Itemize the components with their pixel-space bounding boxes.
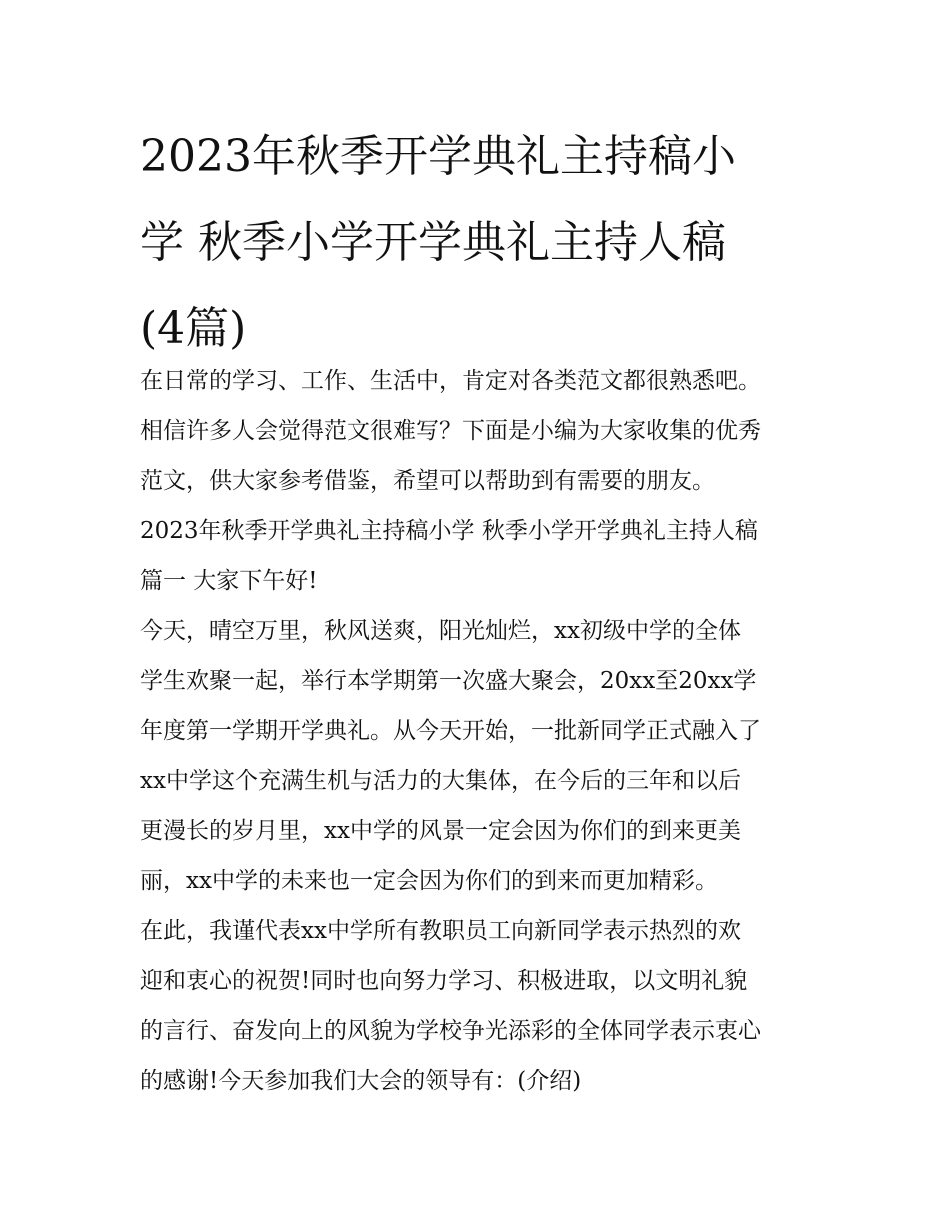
title-line-2: 学 秋季小学开学典礼主持人稿 [140,217,726,268]
body-line-11: 丽，xx中学的未来也一定会因为你们的到来而更加精彩。 [140,868,718,894]
body-line-1: 在日常的学习、工作、生活中，肯定对各类范文都很熟悉吧。 [140,368,761,394]
body-line-5: 篇一 大家下午好! [140,568,318,594]
body-line-12: 在此，我谨代表xx中学所有教职员工向新同学表示热烈的欢 [140,918,741,944]
body-line-8: 年度第一学期开学典礼。从今天开始，一批新同学正式融入了 [140,718,761,744]
document-title [140,114,820,372]
body-line-6: 今天，晴空万里，秋风送爽，阳光灿烂，xx初级中学的全体 [140,618,741,644]
body-line-4: 2023年秋季开学典礼主持稿小学 秋季小学开学典礼主持人稿 [140,518,758,544]
body-line-13: 迎和衷心的祝贺!同时也向努力学习、积极进取，以文明礼貌 [140,968,748,994]
body-line-7: 学生欢聚一起，举行本学期第一次盛大聚会，20xx至20xx学 [140,668,757,694]
body-line-9: xx中学这个充满生机与活力的大集体，在今后的三年和以后 [140,768,741,794]
body-line-10: 更漫长的岁月里，xx中学的风景一定会因为你们的到来更美 [140,818,741,844]
body-line-3: 范文，供大家参考借鉴，希望可以帮助到有需要的朋友。 [140,468,715,494]
body-line-15: 的感谢!今天参加我们大会的领导有：(介绍) [140,1068,582,1094]
title-line-3: (4篇) [140,303,247,354]
document-body [140,356,830,1106]
body-line-14: 的言行、奋发向上的风貌为学校争光添彩的全体同学表示衷心 [140,1018,761,1044]
body-line-2: 相信许多人会觉得范文很难写？下面是小编为大家收集的优秀 [140,418,761,444]
title-line-1: 2023年秋季开学典礼主持稿小 [140,131,736,182]
